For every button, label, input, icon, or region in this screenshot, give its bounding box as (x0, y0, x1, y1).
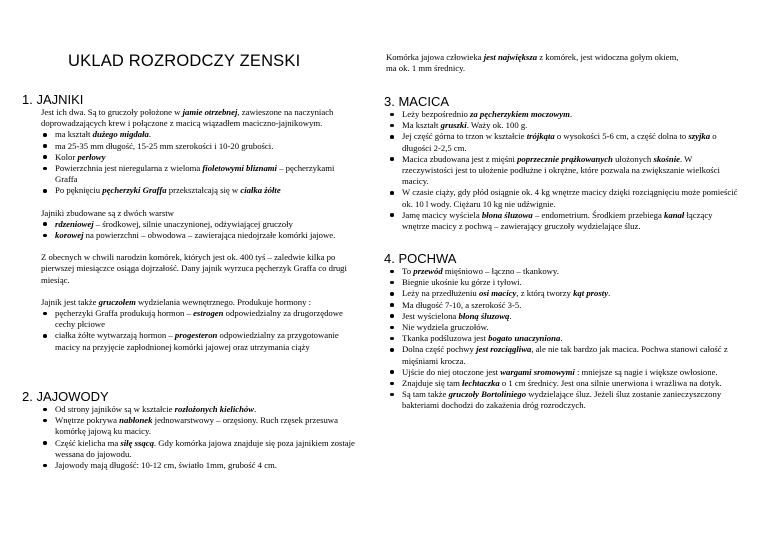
text-run: Po pęknięciu (55, 185, 103, 196)
emphasis-text: progesteron (174, 330, 218, 341)
emphasis-text: jest rozciągliwa (476, 344, 532, 355)
text-run: Ma kształt (402, 120, 441, 131)
list-item (388, 109, 738, 120)
section-jajowody (41, 404, 356, 471)
list-item (41, 185, 356, 196)
list-item (388, 210, 738, 232)
list-item (388, 187, 738, 209)
text-run: , ale nie tak bardzo jak macica. Pochwa stanowi całość z mięśniami krocza. (402, 344, 728, 366)
text-run: pęcherzyki Graffa produkują hormon – (55, 308, 194, 319)
text-run: Jajnik jest także (41, 296, 99, 307)
list-item (388, 300, 738, 311)
text-run: ma kształt (55, 129, 93, 140)
list-item (41, 438, 356, 460)
text-run: ciałka żółte wytwarzają hormon – (55, 330, 175, 341)
text-run: Powierzchnia jest nieregularna z wieloma (55, 163, 203, 174)
emphasis-text: jamie otrzebnej (182, 107, 238, 117)
emphasis-text: przewód (413, 266, 443, 276)
text-run: ułożonych (612, 153, 654, 164)
list-item (41, 141, 356, 152)
list-item (388, 131, 738, 153)
bullet-list (388, 109, 738, 232)
page-title: UKLAD ROZRODCZY ZENSKI (68, 52, 301, 70)
emphasis-text: fioletowymi bliznami (202, 163, 277, 174)
section-heading-jajowody: 2. JAJOWODY (22, 389, 109, 404)
list-item (41, 129, 356, 140)
paragraph (386, 52, 686, 74)
text-run: Nie wydziela gruczołów. (402, 322, 489, 333)
text-run: przekształcają się w (166, 185, 241, 196)
text-run: Leży na przedłużeniu (402, 288, 479, 299)
emphasis-text: poprzecznie prążkowanych (517, 153, 613, 164)
text-run: – środkowej, silnie unaczynionej, odżywiającej gruczoły (93, 218, 293, 229)
emphasis-text: dużego migdała (92, 129, 149, 140)
text-run: Jajniki zbudowane są z dwóch warstw (41, 207, 174, 218)
list-item (41, 219, 356, 230)
list-item (388, 288, 738, 299)
text-run: wydzielające śluz. Jeżeli śluz zostanie zanieczyszczony bakteriami dochodzi do zakażenia dróg rozrodczych. (402, 389, 722, 411)
text-run: . (148, 129, 152, 140)
text-run: . W rzeczywistości jest to ułożenie podłużne i okrężne, które pozwala na zwiększanie wielkości macicy. (402, 153, 720, 187)
bullet-list (41, 129, 356, 196)
section-heading-pochwa: 4. POCHWA (384, 251, 457, 266)
paragraph (41, 297, 356, 308)
emphasis-text: gruszki (440, 120, 467, 131)
text-run: odpowiedzialny za przygotowanie macicy na przyjęcie zapłodnionej komórki jajowej oraz utrzymania ciąży (55, 330, 339, 352)
section-heading-macica: 3. MACICA (384, 94, 450, 109)
list-item (388, 333, 738, 344)
list-item (41, 308, 356, 330)
text-run: Jest ich dwa. Są to gruczoły położone w (41, 107, 183, 117)
text-run: . (569, 109, 573, 119)
emphasis-text: kanał (664, 209, 685, 220)
text-run: Jest wyścielona (402, 310, 459, 321)
emphasis-text: rdzeniowej (55, 218, 94, 229)
section-jajniki (41, 107, 356, 353)
emphasis-text: bogato unaczyniona (488, 333, 561, 344)
text-run: Jajowody mają długość: 10-12 cm, światło 1mm, grubość 4 cm. (55, 460, 277, 471)
text-run: Komórka jajowa człowieka (386, 52, 484, 62)
text-run: . Waży ok. 100 g. (466, 120, 528, 131)
emphasis-text: łechtaczka (462, 378, 500, 389)
text-run: Są tam także (402, 389, 449, 400)
emphasis-text: perłowy (77, 151, 106, 162)
section-heading-jajniki: 1. JAJNIKI (22, 92, 84, 107)
emphasis-text: kąt prosty (573, 288, 609, 299)
emphasis-text: rozłożonych kielichów (174, 404, 255, 414)
list-item (388, 389, 738, 411)
text-run: odpowiedzialny za drugorzędowe cechy płciowe (55, 308, 343, 330)
emphasis-text: trójkąta (526, 131, 555, 142)
text-run: . Gdy komórka jajowa znajduje się poza jajnikiem zostaje wessana do jajowodu. (55, 437, 355, 459)
emphasis-text: estrogen (193, 308, 224, 319)
emphasis-text: nabłonek (119, 415, 153, 426)
bullet-list (41, 308, 356, 353)
text-run: Leży bezpośrednio (402, 109, 471, 119)
text-run: Tkanka podśluzowa jest (402, 333, 489, 344)
list-item (41, 163, 356, 185)
list-item (41, 460, 356, 471)
text-run: Biegnie ukośnie ku górze i tyłowi. (402, 277, 522, 288)
list-item (41, 415, 356, 437)
emphasis-text: wargami sromowymi (500, 366, 575, 377)
emphasis-text: korowej (55, 230, 84, 241)
text-run: Kolor (55, 151, 78, 162)
text-run: Ma długość 7-10, a szerokość 3-5. (402, 299, 522, 310)
text-run: To (402, 266, 414, 276)
text-run: Z obecnych w chwili narodzin komórek, których jest ok. 400 tyś – zaledwie kilka po pierwszej miesiączce osiąga dojrzałość. Dany jajnik wyrzuca pęcherzyk Graffa co drugi miesiąc. (41, 252, 347, 285)
right-intro (386, 52, 686, 74)
list-item (388, 266, 738, 277)
list-item (41, 152, 356, 163)
emphasis-text: błoną śluzową (458, 310, 510, 321)
text-run: na powierzchni – obwodowa – zawierająca niedojrzałe komórki jajowe. (83, 230, 336, 241)
emphasis-text: ciałka żółte (240, 185, 281, 196)
text-run: wydzielania wewnętrznego. Produkuje hormony : (135, 296, 311, 307)
text-run: z komórek, jest widoczna gołym okiem, ma ok. 1 mm średnicy. (386, 52, 679, 74)
bullet-list (388, 266, 738, 412)
text-run: Dolna część pochwy (402, 344, 477, 355)
emphasis-text: siłę ssącą (120, 437, 154, 448)
text-run: o wysokości 5-6 cm, a część dolna to (554, 131, 689, 142)
emphasis-text: szyjka (688, 131, 711, 142)
text-run: , z którą tworzy (516, 288, 574, 299)
text-run: Część kielicha ma (55, 437, 121, 448)
text-run: o 1 cm średnicy. Jest ona silnie unerwiona i wrażliwa na dotyk. (499, 378, 722, 389)
text-run: ma 25-35 mm długość, 15-25 mm szerokości i 10-20 grubości. (55, 140, 274, 151)
section-macica (388, 109, 738, 232)
text-run: łączący wnętrze macicy z pochwą – zawierający gruczoły wydzielające śluz. (402, 209, 713, 232)
bullet-list (41, 219, 356, 241)
text-run: Macica zbudowana jest z mięśni (402, 153, 518, 164)
list-item (41, 330, 356, 352)
text-run: , zawieszone na naczyniach doprowadzających krew i połączone z macicą wiązadłem maciczno-jajnikowym. (41, 107, 334, 129)
list-item (388, 378, 738, 389)
emphasis-text: osi macicy (478, 288, 517, 299)
text-run: Od strony jajników są w kształcie (55, 404, 175, 414)
emphasis-text: pęcherzyki Graffa (102, 185, 167, 196)
text-run: Jej część górna to trzon w kształcie (402, 131, 527, 142)
list-item (388, 367, 738, 378)
list-item (41, 404, 356, 415)
list-item (388, 120, 738, 131)
paragraph (41, 208, 356, 219)
list-item (388, 277, 738, 288)
bullet-list (41, 404, 356, 471)
text-run: . (509, 310, 512, 321)
emphasis-text: skośnie (653, 153, 680, 164)
emphasis-text: błona śluzowa (481, 209, 533, 220)
text-run: – endometrium. Środkiem przebiega (532, 209, 665, 220)
text-run: Wnętrze pokrywa (55, 415, 120, 426)
paragraph (41, 107, 356, 129)
text-run: mięśniowo – łączno – tkankowy. (442, 266, 559, 276)
text-run: . (560, 333, 563, 344)
text-run: . (254, 404, 257, 414)
emphasis-text: za pęcherzykiem moczowym (470, 109, 570, 119)
emphasis-text: jest największa (483, 52, 538, 62)
text-run: Znajduje się tam (402, 378, 463, 389)
list-item (388, 311, 738, 322)
list-item (388, 154, 738, 188)
emphasis-text: gruczoły Bortoliniego (448, 389, 527, 400)
list-item (388, 322, 738, 333)
emphasis-text: gruczołem (98, 296, 136, 307)
section-pochwa (388, 266, 738, 412)
text-run: Jamę macicy wyściela (402, 209, 482, 220)
list-item (388, 344, 738, 366)
text-run: jednowarstwowy – orzęsiony. Ruch rzęsek przesuwa komórkę jajową ku macicy. (55, 415, 338, 437)
list-item (41, 230, 356, 241)
text-run: Ujście do niej otoczone jest (402, 366, 501, 377)
text-run: : mniejsze są nagie i większe owłosione. (574, 366, 718, 377)
text-run: – pęcherzykami Graffa (55, 163, 335, 185)
text-run: W czasie ciąży, gdy płód osiągnie ok. 4 kg wnętrze macicy dzięki rozciągnięciu może pomieścić ok. 10 l wody. Ciężaru 10 kg nie udźwignie. (402, 187, 738, 209)
paragraph (41, 252, 356, 286)
text-run: o długości 2-2,5 cm. (402, 131, 717, 153)
text-run: . (608, 288, 611, 299)
